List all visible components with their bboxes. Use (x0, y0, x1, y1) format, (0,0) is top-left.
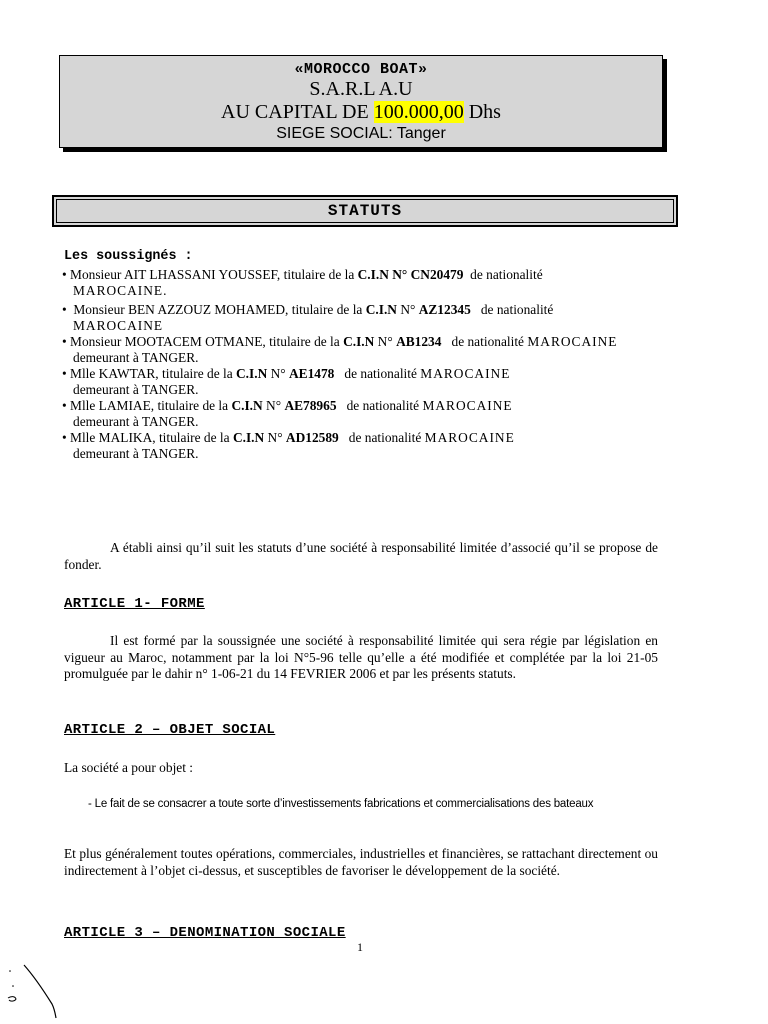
capital-suffix: Dhs (463, 101, 501, 123)
company-header-box (59, 55, 663, 148)
article-2-title: ARTICLE 2 – OBJET SOCIAL (64, 722, 276, 738)
list-item-continuation: MAROCAINE (73, 318, 164, 333)
soussignes-title: Les soussignés : (64, 249, 193, 264)
article-1-text: Il est formé par la soussignée une société à responsabilité limitée qui sera régie par législation en vigueur au Maroc, notamment par la loi N°5-96 telle qu’elle a été modifiée et complétée par la loi 21-05 promulguée par le dahir n° 1-06-21 du 14 FEVRIER 2006 et par les présents statuts. (64, 633, 658, 681)
capital-amount: 100.000,00 (373, 101, 464, 123)
list-item-continuation: demeurant à TANGER. (73, 382, 199, 397)
list-item-continuation: demeurant à TANGER. (73, 446, 199, 461)
list-item-continuation: demeurant à TANGER. (73, 350, 199, 365)
page-number: 1 (357, 940, 363, 954)
list-item-continuation: demeurant à TANGER. (73, 414, 199, 429)
intro-paragraph: A établi ainsi qu’il suit les statuts d’une société à responsabilité limitée d’associé qu’il se propose de fonder. (64, 540, 658, 572)
article-3-title: ARTICLE 3 – DENOMINATION SOCIALE (64, 925, 346, 941)
list-item: • Mlle KAWTAR, titulaire de la C.I.N N° AE1478 de nationalité MAROCAINE (62, 366, 511, 381)
statuts-title-box (52, 195, 678, 227)
handwritten-mark-icon (4, 962, 60, 1022)
legal-form: S.A.R.L A.U (309, 78, 413, 100)
list-item: • Monsieur MOOTACEM OTMANE, titulaire de la C.I.N N° AB1234 de nationalité MAROCAINE (62, 334, 618, 349)
list-item: • Monsieur BEN AZZOUZ MOHAMED, titulaire de la C.I.N N° AZ12345 de nationalité (62, 302, 554, 317)
list-item: • Monsieur AIT LHASSANI YOUSSEF, titulaire de la C.I.N N° CN20479 de nationalité (62, 267, 543, 282)
statuts-title: STATUTS (327, 202, 403, 220)
capital-line (60, 100, 662, 124)
company-name: «MOROCCO BOAT» (294, 61, 428, 78)
list-item-continuation: MAROCAINE. (73, 283, 168, 298)
list-item: • Mlle MALIKA, titulaire de la C.I.N N° AD12589 de nationalité MAROCAINE (62, 430, 515, 445)
article-2-intro: La société a pour objet : (64, 760, 194, 775)
article-2-text: Et plus généralement toutes opérations, commerciales, industrielles et financières, se rattachant directement ou indirectement à l’objet ci-dessus, et susceptibles de favoriser le développement de la société. (64, 846, 658, 878)
list-item: • Mlle LAMIAE, titulaire de la C.I.N N° AE78965 de nationalité MAROCAINE (62, 398, 513, 413)
capital-prefix: AU CAPITAL DE (221, 101, 374, 123)
siege-social: SIEGE SOCIAL: Tanger (276, 125, 446, 142)
article-1-title: ARTICLE 1- FORME (64, 596, 205, 612)
article-2-item: - Le fait de se consacrer a toute sorte d’investissements fabrications et commercialisations des bateaux (88, 798, 594, 810)
